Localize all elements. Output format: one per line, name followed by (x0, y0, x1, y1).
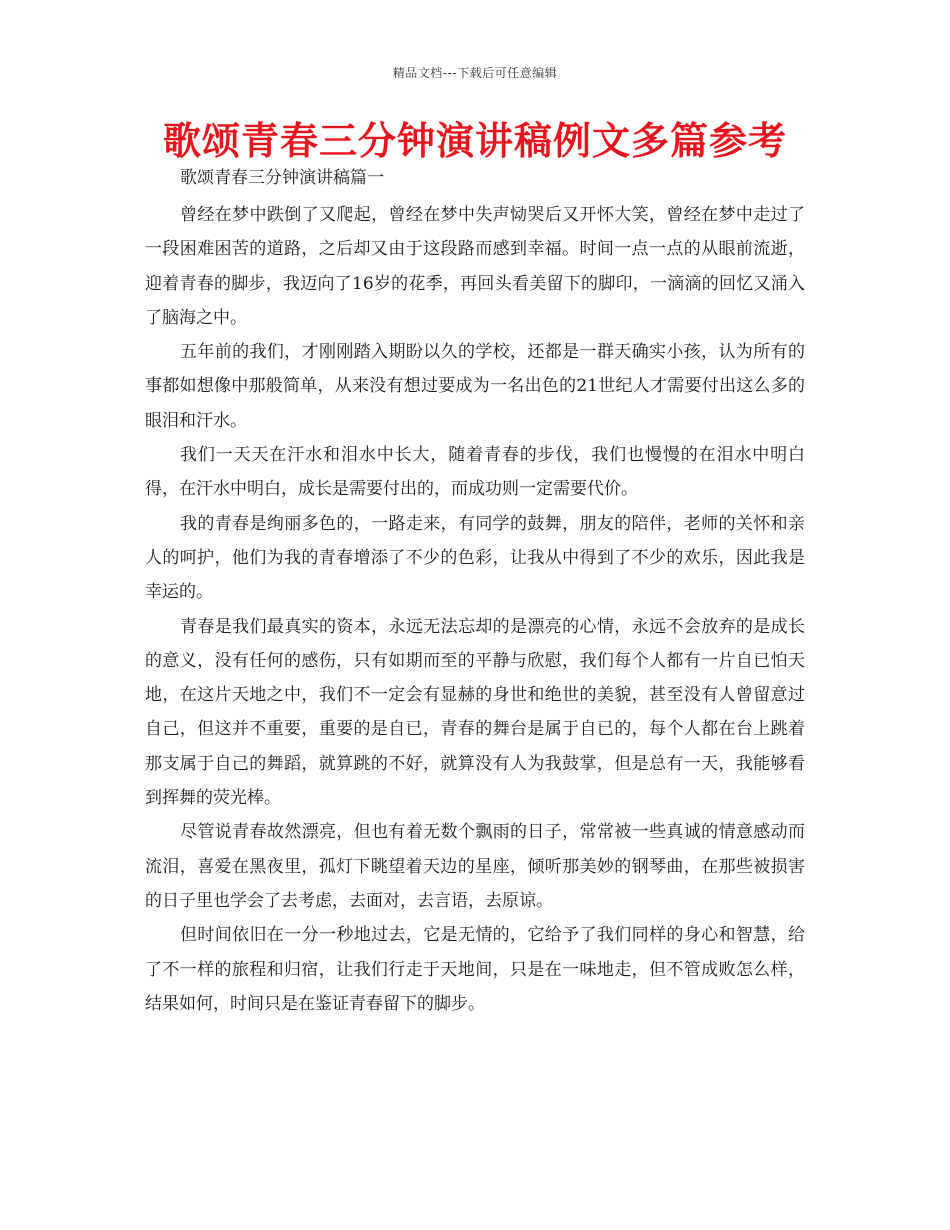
body-text (145, 198, 805, 1021)
paragraph: 五年前的我们，才刚刚踏入期盼以久的学校，还都是一群天确实小孩，认为所有的事都如想像中那般简单，从来没有想过要成为一名出色的21世纪人才需要付出这么多的眼泪和汗水。 (145, 342, 805, 431)
paragraph: 但时间依旧在一分一秒地过去，它是无情的，它给予了我们同样的身心和智慧，给了不一样的旅程和归宿，让我们行走于天地间，只是在一味地走，但不管成败怎么样，结果如何，时间只是在鉴证青春留下的脚步。 (145, 925, 805, 1014)
paragraph: 青春是我们最真实的资本，永远无法忘却的是漂亮的心情，永远不会放弃的是成长的意义，没有任何的感伤，只有如期而至的平静与欣慰，我们每个人都有一片自已怕天地，在这片天地之中，我们不一定会有显赫的身世和绝世的美貌，甚至没有人曾留意过自己，但这并不重要，重要的是自已，青春的舞台是属于自已的，每个人都在台上跳着那支属于自己的舞蹈，就算跳的不好，就算没有人为我鼓掌，但是总有一天，我能够看到挥舞的荧光棒。 (145, 616, 805, 809)
header-note: 精品文档---下载后可任意编辑 (392, 66, 558, 80)
page-title: 歌颂青春三分钟演讲稿例文多篇参考 (162, 119, 787, 163)
paragraph: 尽管说青春故然漂亮，但也有着无数个飘雨的日子，常常被一些真诚的情意感动而流泪，喜爱在黑夜里，孤灯下眺望着天边的星座，倾听那美妙的钢琴曲，在那些被损害的日子里也学会了去考虑，去面对，去言语，去原谅。 (145, 822, 805, 911)
paragraph: 曾经在梦中跌倒了又爬起，曾经在梦中失声恸哭后又开怀大笑，曾经在梦中走过了一段困难困苦的道路，之后却又由于这段路而感到幸福。时间一点一点的从眼前流逝，迎着青春的脚步，我迈向了16岁的花季，再回头看美留下的脚印，一滴滴的回忆又涌入了脑海之中。 (145, 205, 805, 328)
paragraph: 我们一天天在汗水和泪水中长大，随着青春的步伐，我们也慢慢的在泪水中明白得，在汗水中明白，成长是需要付出的，而成功则一定需要代价。 (145, 445, 805, 500)
paragraph: 我的青春是绚丽多色的，一路走来，有同学的鼓舞，朋友的陪伴，老师的关怀和亲人的呵护，他们为我的青春增添了不少的色彩，让我从中得到了不少的欢乐，因此我是幸运的。 (145, 513, 805, 603)
section-subtitle: 歌颂青春三分钟演讲稿篇一 (180, 168, 384, 188)
